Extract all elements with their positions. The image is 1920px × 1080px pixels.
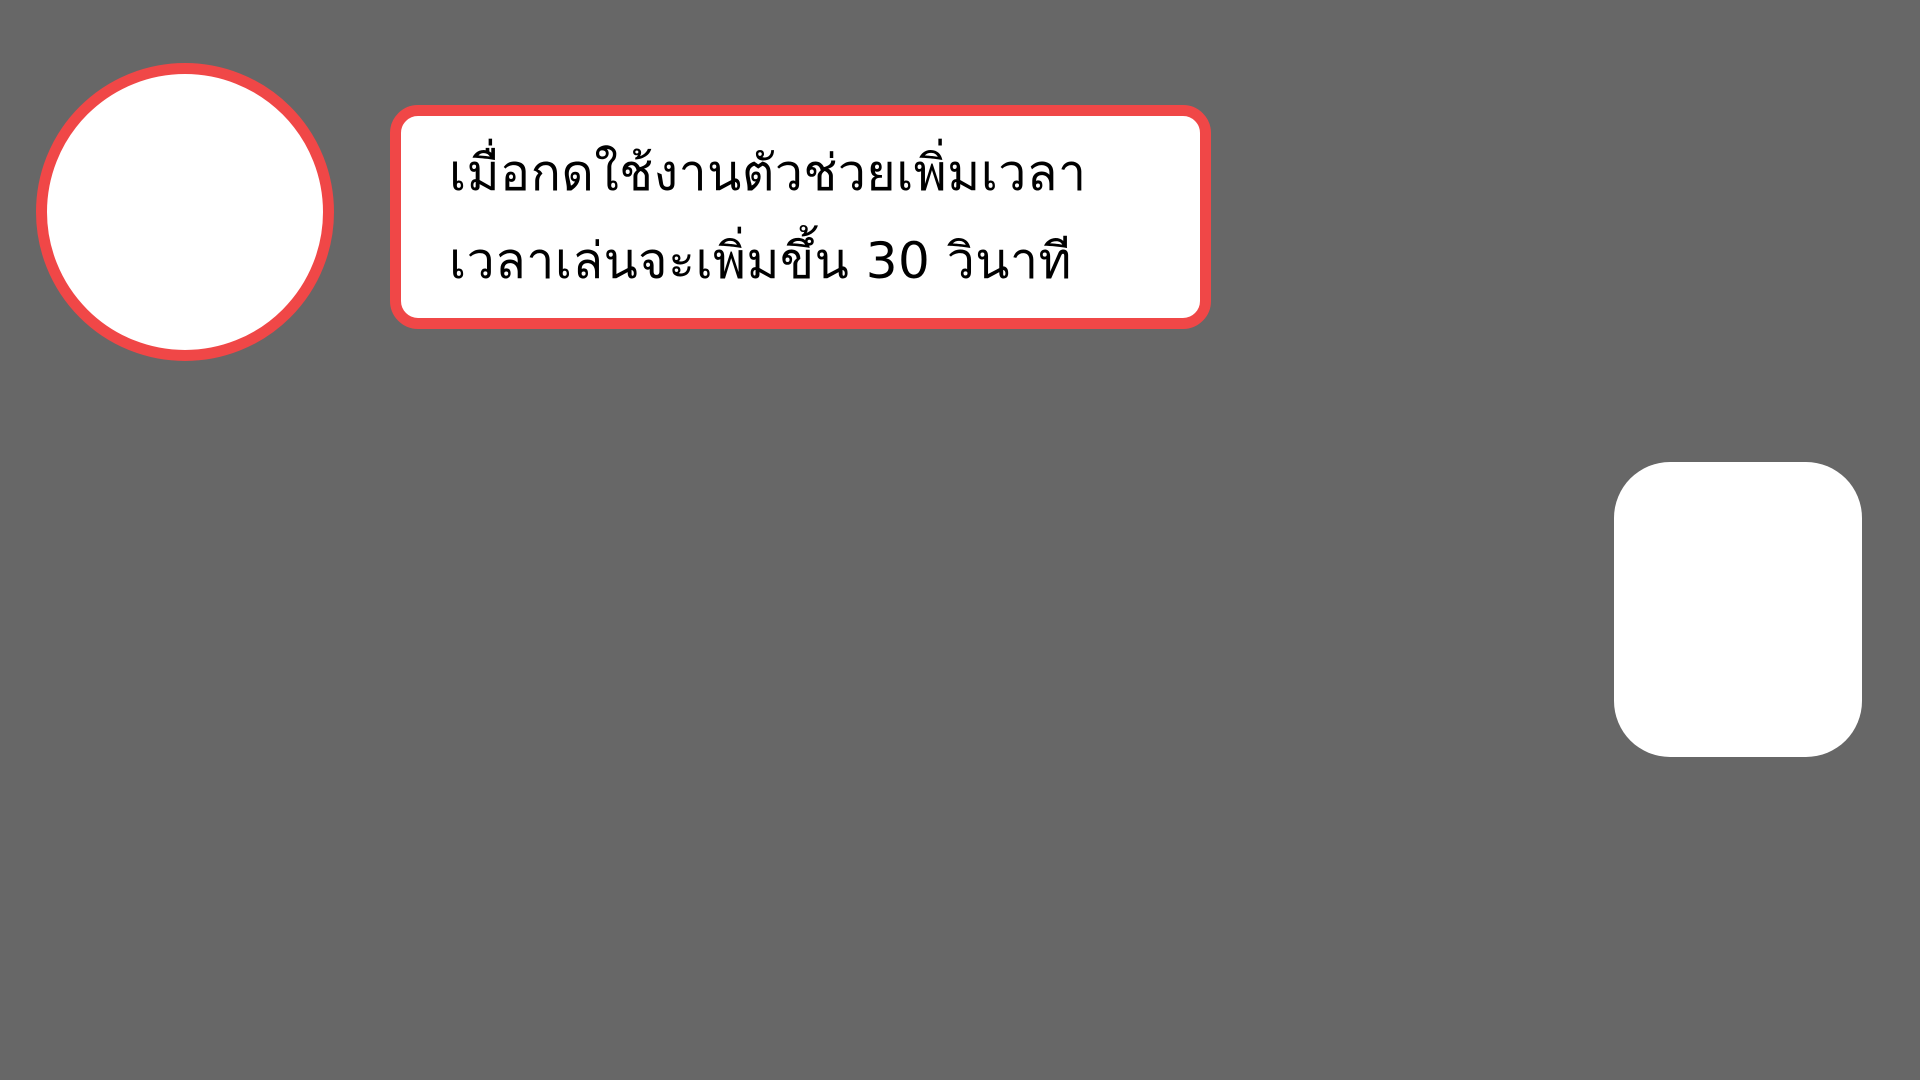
tutorial-message-line-2: เวลาเล่นจะเพิ่มขึ้น 30 วินาที — [449, 232, 1073, 290]
tutorial-speech-bubble — [390, 105, 1211, 329]
character-avatar-icon — [36, 63, 334, 361]
time-booster-button[interactable] — [1614, 462, 1862, 757]
tutorial-message-line-1: เมื่อกดใช้งานตัวช่วยเพิ่มเวลา — [449, 144, 1087, 202]
